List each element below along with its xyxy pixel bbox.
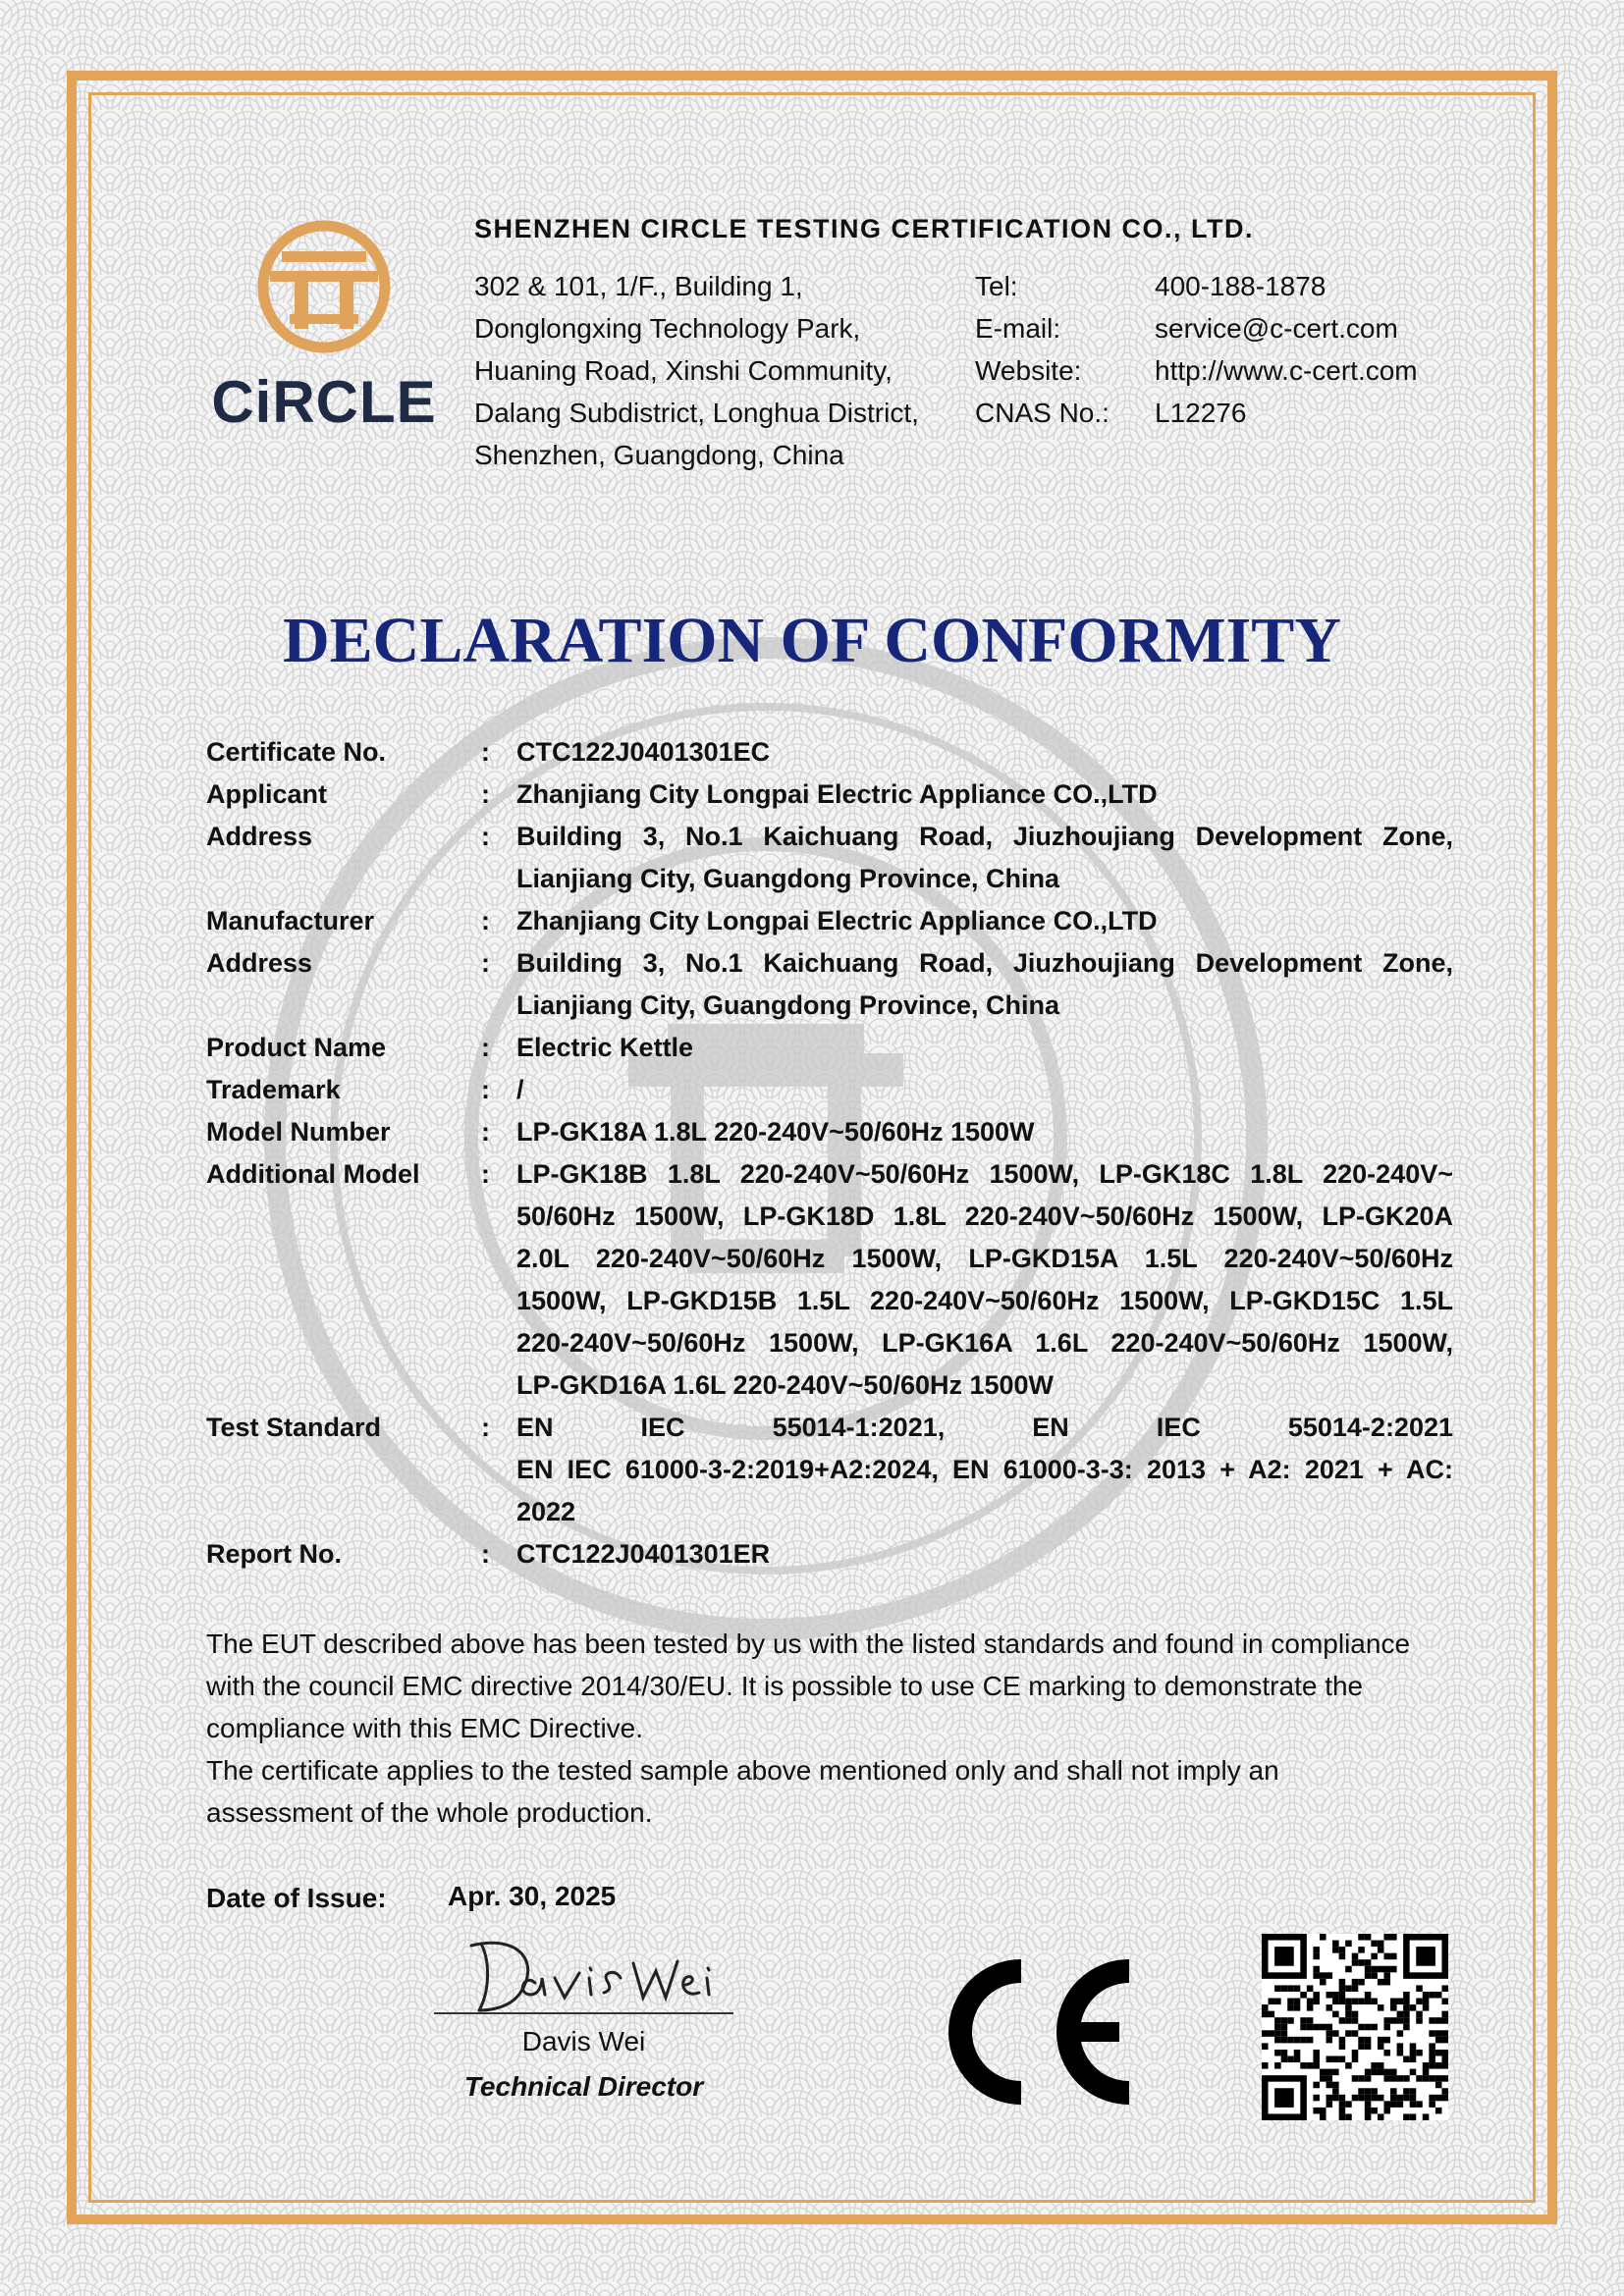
contact-row <box>975 392 1418 434</box>
issuer-address <box>474 265 919 476</box>
field-separator: : <box>481 1539 490 1569</box>
logo-wordmark: CiRCLE <box>211 369 437 435</box>
field-label: Certificate No. <box>206 737 387 767</box>
field-row <box>206 1153 1453 1407</box>
field-value-line: 50/60Hz 1500W, LP-GK18D 1.8L 220-240V~50/60Hz 1500W, LP-GK20A <box>516 1201 1453 1231</box>
contact-label: Tel: <box>975 271 1018 301</box>
field-label: Report No. <box>206 1539 342 1569</box>
statement-line: The EUT described above has been tested by us with the listed standards and found in compliance <box>206 1629 1411 1659</box>
field-label: Trademark <box>206 1075 341 1104</box>
field-label: Product Name <box>206 1033 387 1062</box>
field-separator: : <box>481 1117 490 1147</box>
certificate-fields <box>206 731 1453 1575</box>
field-label: Additional Model <box>206 1159 420 1189</box>
statement-line: assessment of the whole production. <box>206 1797 653 1828</box>
field-label: Address <box>206 822 313 851</box>
field-value-line: LP-GKD16A 1.6L 220-240V~50/60Hz 1500W <box>516 1370 1055 1400</box>
field-value-line: 2.0L 220-240V~50/60Hz 1500W, LP-GKD15A 1.5L 220-240V~50/60Hz <box>516 1244 1453 1273</box>
contact-value: 400-188-1878 <box>1155 271 1326 301</box>
contact-label: CNAS No.: <box>975 398 1110 428</box>
address-line: 302 & 101, 1/F., Building 1, <box>474 271 803 301</box>
field-value-line: Zhanjiang City Longpai Electric Appliance CO.,LTD <box>516 906 1158 935</box>
address-line: Dalang Subdistrict, Longhua District, <box>474 398 919 428</box>
address-line: Donglongxing Technology Park, <box>474 313 861 344</box>
field-separator: : <box>481 822 490 851</box>
ce-mark-icon <box>923 1953 1139 2110</box>
field-value-line: LP-GK18B 1.8L 220-240V~50/60Hz 1500W, LP-GK18C 1.8L 220-240V~ <box>516 1159 1453 1189</box>
field-separator: : <box>481 1075 490 1104</box>
field-row <box>206 900 1453 942</box>
contact-row <box>975 265 1418 307</box>
field-separator: : <box>481 1033 490 1062</box>
field-label: Model Number <box>206 1117 391 1147</box>
field-value-line: Building 3, No.1 Kaichuang Road, Jiuzhoujiang Development Zone, <box>516 822 1453 851</box>
compliance-statement <box>206 1623 1473 1834</box>
field-value <box>516 942 1453 1027</box>
field-value-line: Zhanjiang City Longpai Electric Appliance CO.,LTD <box>516 779 1158 809</box>
field-value-line: Lianjiang City, Guangdong Province, China <box>516 990 1060 1020</box>
field-value-line: 2022 <box>516 1497 576 1526</box>
contact-row <box>975 349 1418 392</box>
issue-date-label: Date of Issue: <box>206 1883 387 1913</box>
field-value <box>516 1153 1453 1407</box>
address-line: Shenzhen, Guangdong, China <box>474 440 844 470</box>
qr-code-icon <box>1262 1934 1448 2120</box>
statement-line: The certificate applies to the tested sample above mentioned only and shall not imply an <box>206 1755 1279 1786</box>
signatory-name: Davis Wei <box>521 2026 646 2056</box>
document-title: DECLARATION OF CONFORMITY <box>282 605 1341 676</box>
field-value-line: Building 3, No.1 Kaichuang Road, Jiuzhoujiang Development Zone, <box>516 948 1453 978</box>
field-row <box>206 942 1453 1027</box>
field-value-line: CTC122J0401301ER <box>516 1539 771 1569</box>
field-value-line: / <box>516 1075 524 1104</box>
field-value-line: LP-GK18A 1.8L 220-240V~50/60Hz 1500W <box>516 1117 1035 1147</box>
field-separator: : <box>481 1413 490 1442</box>
field-row <box>206 1069 1453 1111</box>
signatory-title: Technical Director <box>463 2071 704 2102</box>
issuer-contacts <box>975 265 1418 434</box>
field-row <box>206 1407 1453 1533</box>
field-value <box>516 816 1453 900</box>
statement-line: compliance with this EMC Directive. <box>206 1713 644 1743</box>
field-value <box>516 1027 1453 1069</box>
field-label: Manufacturer <box>206 906 375 935</box>
field-value-line: 220-240V~50/60Hz 1500W, LP-GK16A 1.6L 220-240V~50/60Hz 1500W, <box>516 1328 1453 1358</box>
contact-label: Website: <box>975 355 1082 386</box>
field-value <box>516 1407 1453 1533</box>
field-row <box>206 1111 1453 1153</box>
field-label: Applicant <box>206 779 328 809</box>
field-row <box>206 1027 1453 1069</box>
address-line: Huaning Road, Xinshi Community, <box>474 355 893 386</box>
contact-value: service@c-cert.com <box>1155 313 1398 344</box>
field-value <box>516 731 1453 774</box>
field-row <box>206 1533 1453 1575</box>
signature-line <box>434 2012 733 2014</box>
field-separator: : <box>481 906 490 935</box>
field-separator: : <box>481 1159 490 1189</box>
field-value-line: Electric Kettle <box>516 1033 694 1062</box>
field-label: Test Standard <box>206 1413 382 1442</box>
field-row <box>206 731 1453 774</box>
field-separator: : <box>481 948 490 978</box>
field-row <box>206 816 1453 900</box>
statement-line: with the council EMC directive 2014/30/EU. It is possible to use CE marking to demonstrate the <box>206 1671 1364 1701</box>
field-value-line: CTC122J0401301EC <box>516 737 771 767</box>
field-separator: : <box>481 737 490 767</box>
handwritten-signature <box>432 1924 736 2022</box>
field-row <box>206 774 1453 816</box>
field-value <box>516 774 1453 816</box>
issuer-name: SHENZHEN CIRCLE TESTING CERTIFICATION CO., LTD. <box>474 214 1254 243</box>
issue-date-value: Apr. 30, 2025 <box>448 1881 617 1911</box>
field-value-line: 1500W, LP-GKD15B 1.5L 220-240V~50/60Hz 1500W, LP-GKD15C 1.5L <box>516 1286 1453 1315</box>
field-value-line: EN IEC 61000-3-2:2019+A2:2024, EN 61000-3-3: 2013 + A2: 2021 + AC: <box>516 1455 1453 1484</box>
contact-label: E-mail: <box>975 313 1061 344</box>
contact-row <box>975 307 1418 349</box>
field-value <box>516 1069 1453 1111</box>
field-value-line: Lianjiang City, Guangdong Province, China <box>516 864 1060 893</box>
field-value <box>516 1533 1453 1575</box>
field-value-line: EN IEC 55014-1:2021, EN IEC 55014-2:2021 <box>516 1413 1453 1442</box>
field-value <box>516 1111 1453 1153</box>
contact-value: L12276 <box>1155 398 1247 428</box>
field-value <box>516 900 1453 942</box>
field-separator: : <box>481 779 490 809</box>
field-label: Address <box>206 948 313 978</box>
contact-value: http://www.c-cert.com <box>1155 355 1418 386</box>
